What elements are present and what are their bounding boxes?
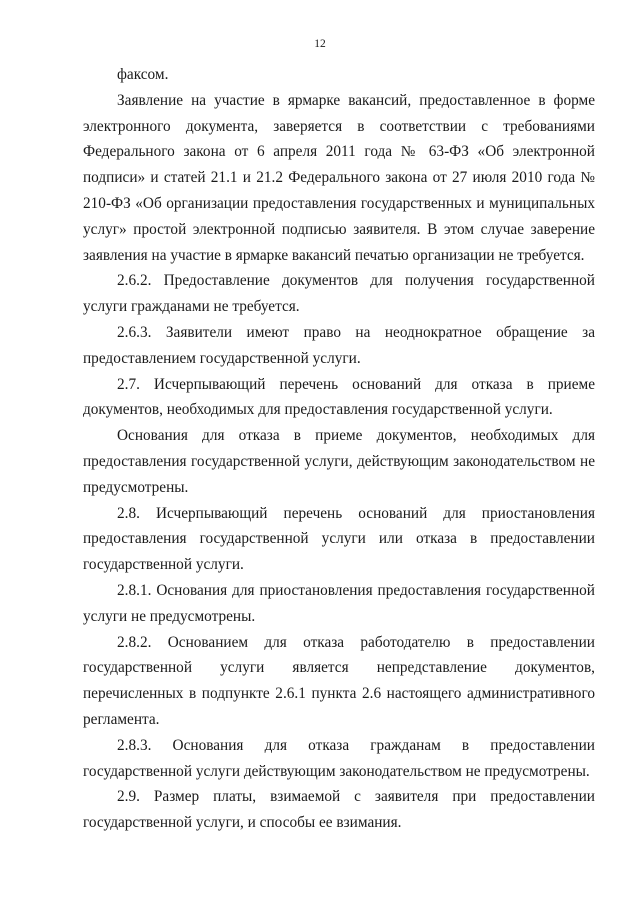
paragraph-2-9: 2.9. Размер платы, взимаемой с заявителя при предоставлении государственной услуги, и способы ее взимания. [83, 788, 595, 832]
paragraph-2-8-1: 2.8.1. Основания для приостановления предоставления государственной услуги не предусмотрены. [83, 581, 595, 625]
paragraph-2-8-3: 2.8.3. Основания для отказа гражданам в предоставлении государственной услуги действующим законодательством не предусмотрены. [83, 736, 595, 780]
paragraph-2-8: 2.8. Исчерпывающий перечень оснований для приостановления предоставления государственной услуги или отказа в предоставлении государственной услуги. [83, 504, 595, 574]
paragraph-electronic-signature: Заявление на участие в ярмарке вакансий, предоставленное в форме электронного документа, заверяется в соответствии с требованиями Федерального закона от 6 апреля 2011 года № 63-ФЗ «Об электронной подписи» и статей 21.1 и 21.2 Федерального закона от 27 июля 2010 года № 210-ФЗ «Об организации предоставления государственных и муниципальных услуг» простой электронной подписью заявителя. В этом случае заверение заявления на участие в ярмарке вакансий печатью организации не требуется. [83, 91, 595, 264]
paragraph-2-8-2: 2.8.2. Основанием для отказа работодателю в предоставлении государственной услуги является непредставление документов, перечисленных в подпункте 2.6.1 пункта 2.6 настоящего административного регламента. [83, 633, 595, 728]
page-number: 12 [314, 38, 326, 50]
paragraph-refusal-grounds: Основания для отказа в приеме документов, необходимых для предоставления государственной услуги, действующим законодательством не предусмотрены. [83, 427, 595, 496]
paragraph-2-6-2: 2.6.2. Предоставление документов для получения государственной услуги гражданами не требуется. [83, 272, 595, 316]
paragraph-2-7: 2.7. Исчерпывающий перечень оснований для отказа в приеме документов, необходимых для предоставления государственной услуги. [83, 375, 595, 419]
document-body [83, 62, 595, 836]
paragraph-fax: факсом. [117, 66, 169, 83]
paragraph-2-6-3: 2.6.3. Заявители имеют право на неоднократное обращение за предоставлением государственной услуги. [83, 323, 595, 367]
